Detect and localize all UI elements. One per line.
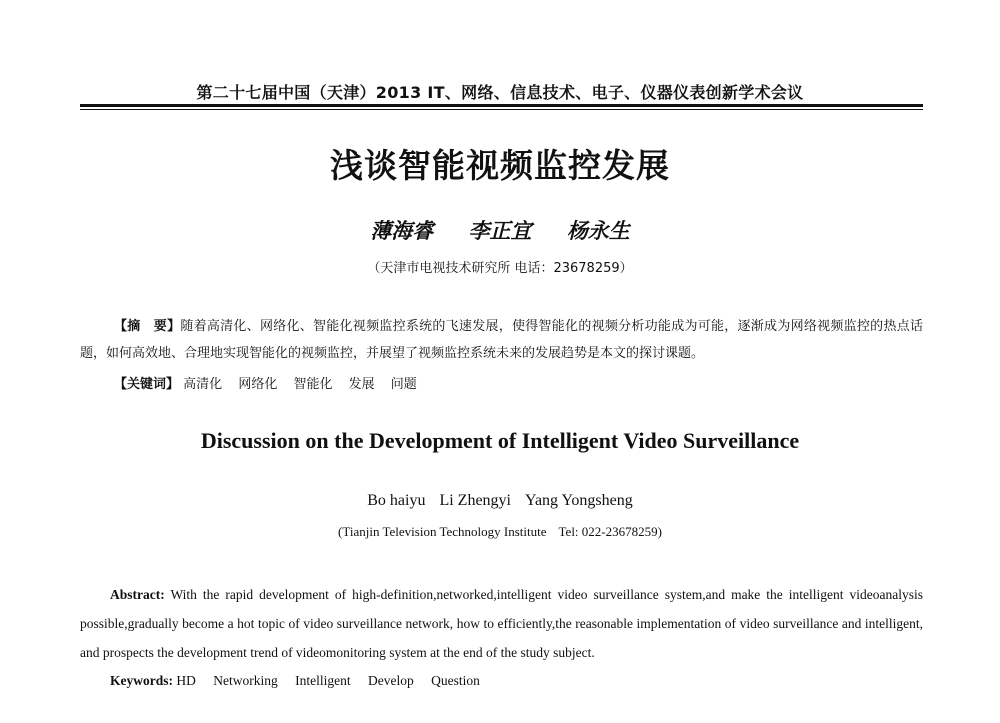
english-keywords	[110, 673, 494, 689]
english-keyword: Networking	[213, 673, 278, 688]
english-title: Discussion on the Development of Intelligent Video Surveillance	[200, 428, 800, 453]
chinese-keyword: 智能化	[293, 377, 333, 392]
chinese-abstract	[80, 313, 923, 367]
header-rule-thin	[80, 109, 923, 110]
english-keyword: Intelligent	[295, 673, 351, 688]
chinese-author-1: 薄海睿	[370, 218, 434, 243]
chinese-author-3: 杨永生	[566, 218, 630, 243]
chinese-abstract-label: 【摘 要】	[114, 319, 181, 334]
chinese-abstract-text: 随着高清化、网络化、智能化视频监控系统的飞速发展，使得智能化的视频分析功能成为可能，逐渐成为网络视频监控的热点话题，如何高效地、合理地实现智能化的视频监控，并展望了视频监控系统未来的发展趋势是本文的探讨课题。	[80, 319, 923, 361]
chinese-keywords	[114, 373, 429, 392]
chinese-keywords-label: 【关键词】	[114, 377, 180, 392]
chinese-keyword: 发展	[348, 377, 375, 392]
english-affiliation	[0, 524, 1000, 540]
english-abstract	[80, 580, 923, 667]
english-author-2: Li Zhengyi	[439, 492, 511, 509]
chinese-keyword: 问题	[390, 377, 417, 392]
header-rule-thick	[80, 104, 923, 107]
chinese-affiliation: （天津市电视技术研究所 电话：23678259）	[367, 261, 633, 276]
chinese-authors	[0, 215, 1000, 245]
english-abstract-label: Abstract:	[110, 587, 165, 602]
english-keyword: Question	[431, 673, 480, 688]
english-tel: Tel: 022-23678259)	[558, 524, 662, 539]
chinese-author-2: 李正宜	[468, 218, 532, 243]
chinese-keyword: 高清化	[183, 377, 223, 392]
english-abstract-text: With the rapid development of high-definition,networked,intelligent video surveillance system,and make the intelligent videoanalysis possible,gradually become a hot topic of video surveillance network, how to efficiently,the reasonable implementation of video surveillance and intelligent, and prospects the development trend of videomonitoring system at the end of the study subject.	[80, 587, 923, 660]
english-author-1: Bo haiyu	[367, 492, 426, 509]
conference-header: 第二十七届中国（天津）2013 IT、网络、信息技术、电子、仪器仪表创新学术会议	[196, 83, 804, 102]
chinese-title: 浅谈智能视频监控发展	[330, 146, 670, 185]
chinese-keyword: 网络化	[238, 377, 278, 392]
english-keyword: HD	[176, 673, 196, 688]
english-affiliation-text: (Tianjin Television Technology Institute	[338, 524, 547, 539]
english-authors	[0, 492, 1000, 510]
english-keywords-label: Keywords:	[110, 673, 173, 688]
english-keyword: Develop	[367, 673, 414, 688]
english-author-3: Yang Yongsheng	[525, 492, 633, 509]
